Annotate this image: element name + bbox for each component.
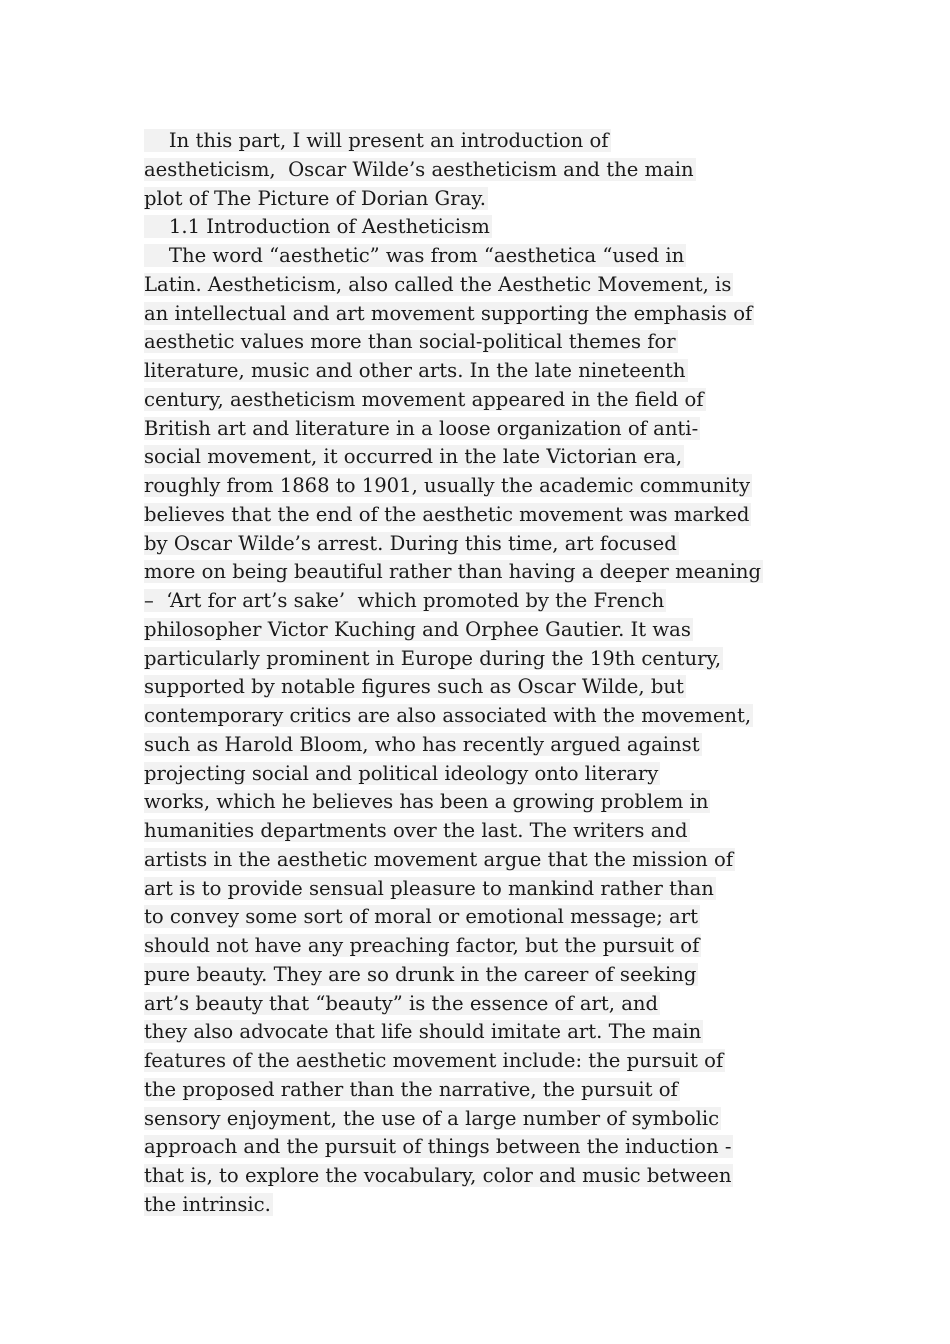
text-line-content: the proposed rather than the narrative, the pursuit of [144, 1077, 678, 1101]
text-line-content: that is, to explore the vocabulary, color and music between [144, 1164, 732, 1187]
text-line-content: roughly from 1868 to 1901, usually the academic community [144, 474, 751, 497]
text-line-content: by Oscar Wilde’s arrest. During this time, art focused [144, 531, 677, 555]
text-line [144, 185, 824, 214]
text-line-content: social movement, it occurred in the late Victorian era, [144, 445, 683, 469]
text-line-content: sensory enjoyment, the use of a large number of symbolic [144, 1106, 720, 1130]
text-line-content: such as Harold Bloom, who has recently argued against [144, 732, 700, 756]
text-line-content: – ‘Art for art’s sake’ which promoted by the French [144, 589, 665, 612]
text-line [144, 616, 824, 645]
text-line [144, 271, 824, 300]
text-line-content: century, aestheticism movement appeared in the field of [144, 387, 704, 411]
text-line [144, 1105, 824, 1134]
section-heading-text: 1.1 Introduction of Aestheticism [144, 215, 490, 239]
text-line-content: features of the aesthetic movement include: the pursuit of [144, 1049, 724, 1072]
text-line-content: projecting social and political ideology onto literary [144, 761, 659, 785]
text-line-content: philosopher Victor Kuching and Orphee Gautier. It was [144, 617, 691, 641]
text-line-content: more on being beautiful rather than having a deeper meaning [144, 560, 762, 584]
section-heading [144, 213, 824, 242]
text-line-content: particularly prominent in Europe during the 19th century, [144, 646, 722, 670]
text-line [144, 587, 824, 616]
document-page [144, 127, 824, 1220]
text-line [144, 415, 824, 444]
text-line-content: supported by notable figures such as Oscar Wilde, but [144, 675, 684, 699]
text-line [144, 558, 824, 587]
text-line-content: artists in the aesthetic movement argue that the mission of [144, 847, 734, 871]
text-line-content: aestheticism, Oscar Wilde’s aestheticism and the main [144, 157, 694, 181]
text-line-content: should not have any preaching factor, but the pursuit of [144, 934, 700, 957]
text-line [144, 961, 824, 990]
text-line-content: an intellectual and art movement supporting the emphasis of [144, 301, 753, 325]
text-line [144, 300, 824, 329]
text-line-content: approach and the pursuit of things between the induction - [144, 1135, 732, 1159]
text-line-content: literature, music and other arts. In the late nineteenth [144, 359, 686, 382]
text-line [144, 903, 824, 932]
text-line-content: plot of The Picture of Dorian Gray. [144, 186, 486, 210]
text-line [144, 1076, 824, 1105]
text-line [144, 846, 824, 875]
text-line-content: they also advocate that life should imitate art. The main [144, 1020, 702, 1044]
text-line-content: humanities departments over the last. The writers and [144, 819, 688, 842]
text-line [144, 1191, 824, 1220]
text-line-content: aesthetic values more than social-political themes for [144, 330, 676, 354]
text-line [144, 702, 824, 731]
text-line-content: art’s beauty that “beauty” is the essence of art, and [144, 991, 659, 1015]
text-line [144, 443, 824, 472]
text-line-content: pure beauty. They are so drunk in the career of seeking [144, 962, 697, 986]
text-line [144, 242, 824, 271]
text-line [144, 472, 824, 501]
text-line [144, 127, 824, 156]
text-line [144, 788, 824, 817]
text-line [144, 673, 824, 702]
text-line [144, 156, 824, 185]
text-line [144, 328, 824, 357]
text-line [144, 1047, 824, 1076]
text-line [144, 1162, 824, 1191]
text-line-content: to convey some sort of moral or emotional message; art [144, 905, 698, 929]
text-line [144, 817, 824, 846]
text-line [144, 501, 824, 530]
text-line [144, 357, 824, 386]
text-line-content: British art and literature in a loose organization of anti- [144, 416, 699, 440]
text-line [144, 760, 824, 789]
text-line-content: believes that the end of the aesthetic movement was marked [144, 502, 750, 526]
text-line [144, 530, 824, 559]
text-line-content: works, which he believes has been a growing problem in [144, 790, 709, 814]
text-line [144, 932, 824, 961]
text-line-content: The word “aesthetic” was from “aesthetica “used in [144, 244, 685, 267]
text-line [144, 731, 824, 760]
text-line [144, 1018, 824, 1047]
text-line [144, 875, 824, 904]
text-line-content: In this part, I will present an introduction of [144, 129, 609, 152]
text-line-content: the intrinsic. [144, 1192, 271, 1216]
text-line-content: contemporary critics are also associated with the movement, [144, 704, 752, 727]
text-line-content: art is to provide sensual pleasure to mankind rather than [144, 876, 714, 900]
text-line [144, 386, 824, 415]
text-line-content: Latin. Aestheticism, also called the Aesthetic Movement, is [144, 272, 732, 296]
text-line [144, 990, 824, 1019]
text-line [144, 1133, 824, 1162]
text-line [144, 645, 824, 674]
